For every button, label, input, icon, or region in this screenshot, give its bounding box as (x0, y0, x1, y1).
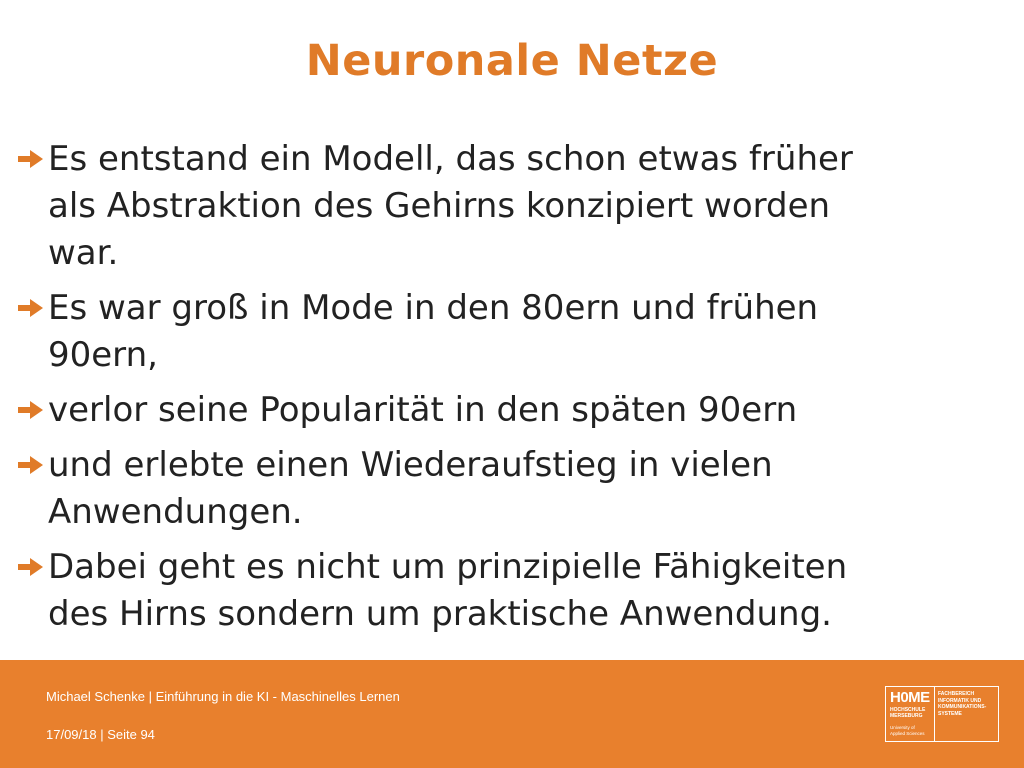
bullet-line: Es war groß in Mode in den 80ern und frühen (48, 288, 819, 328)
logo-dept-line: SYSTEME (938, 710, 962, 717)
bullet-line: als Abstraktion des Gehirns konzipiert worden (48, 186, 831, 226)
logo-dept-line: INFORMATIK UND (938, 697, 982, 704)
logo-dept-line: FACHBEREICH (938, 691, 975, 697)
bullet-item (16, 387, 1016, 434)
bullet-item (16, 136, 1016, 277)
bullet-line: Dabei geht es nicht um prinzipielle Fähigkeiten (48, 547, 848, 587)
logo-department (938, 691, 996, 717)
logo-mark: H0ME (890, 689, 930, 706)
logo-school-line: HOCHSCHULE (890, 707, 926, 713)
bullet-line: Es entstand ein Modell, das schon etwas früher (48, 139, 853, 179)
logo-tagline-line: University of (890, 725, 915, 730)
bullet-line: war. (48, 233, 119, 273)
bullet-line: Anwendungen. (48, 492, 303, 532)
right-arrow-icon (16, 555, 46, 579)
logo-tagline (890, 725, 925, 736)
logo-mark-block (886, 687, 935, 741)
bullet-line: des Hirns sondern um praktische Anwendung. (48, 594, 832, 634)
bullet-line: 90ern, (48, 335, 158, 375)
bullet-line: und erlebte einen Wiederaufstieg in vielen (48, 445, 773, 485)
logo-school-name (890, 707, 925, 719)
right-arrow-icon (16, 453, 46, 477)
right-arrow-icon (16, 398, 46, 422)
bullet-item (16, 442, 1016, 536)
bullet-line: verlor seine Popularität in den späten 90ern (48, 390, 798, 430)
university-logo (885, 686, 999, 742)
logo-dept-line: KOMMUNIKATIONS- (938, 704, 987, 710)
right-arrow-icon (16, 147, 46, 171)
footer-bar (0, 660, 1024, 768)
bullet-item (16, 544, 1016, 638)
logo-tagline-line: Applied Sciences (890, 730, 925, 736)
logo-school-line: MERSEBURG (890, 713, 923, 719)
bullet-list (16, 136, 1016, 646)
slide-title: Neuronale Netze (305, 36, 719, 86)
right-arrow-icon (16, 296, 46, 320)
footer-author: Michael Schenke | Einführung in die KI - Maschinelles Lernen (46, 689, 400, 704)
bullet-item (16, 285, 1016, 379)
footer-date-page: 17/09/18 | Seite 94 (46, 727, 155, 742)
